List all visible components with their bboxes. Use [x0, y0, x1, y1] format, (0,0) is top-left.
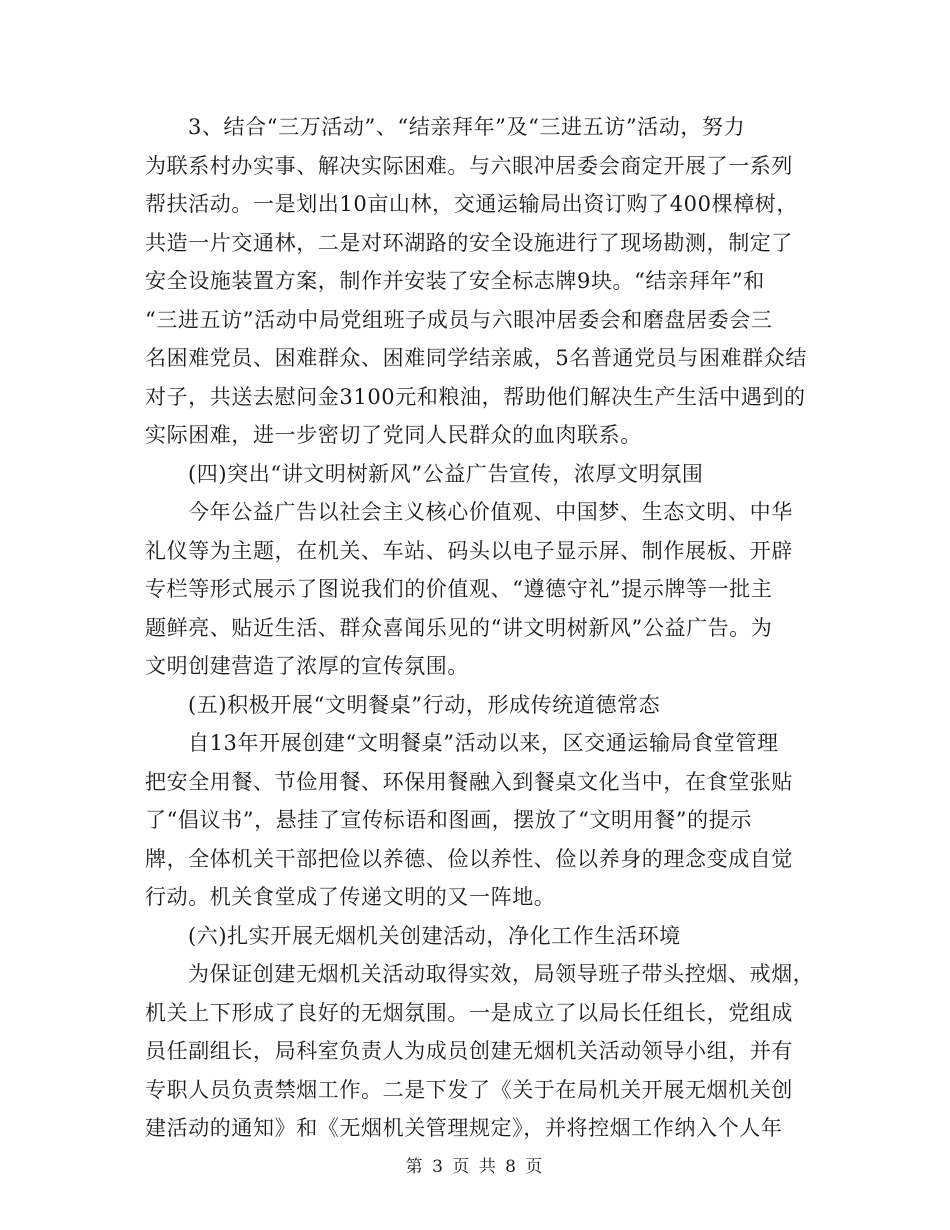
paragraph-line: 牌，全体机关干部把俭以养德、俭以养性、俭以养身的理念变成自觉 — [145, 846, 793, 871]
paragraph-line: 建活动的通知》和《无烟机关管理规定》，并将控烟工作纳入个人年 — [145, 1116, 783, 1140]
paragraph-line: 名困难党员、困难群众、困难同学结亲戚，5名普通党员与困难群众结 — [145, 346, 807, 370]
paragraph-line: 了“倡议书”，悬挂了宣传标语和图画，摆放了“文明用餐”的提示 — [145, 808, 752, 832]
paragraph-line: “三进五访”活动中局党组班子成员与六眼冲居委会和磨盘居委会三 — [145, 307, 773, 332]
paragraph-line: 专职人员负责禁烟工作。二是下发了《关于在局机关开展无烟机关创 — [145, 1077, 793, 1102]
paragraph-line: 安全设施装置方案，制作并安装了安全标志牌9块。“结亲拜年”和 — [145, 269, 765, 293]
paragraph-line: 把安全用餐、节俭用餐、环保用餐融入到餐桌文化当中，在食堂张贴 — [145, 769, 793, 794]
paragraph-line: 自13年开展创建“文明餐桌”活动以来，区交通运输局食堂管理 — [188, 731, 779, 755]
paragraph-line: 行动。机关食堂成了传递文明的又一阵地。 — [145, 885, 556, 909]
paragraph-line: 机关上下形成了良好的无烟氛围。一是成立了以局长任组长，党组成 — [145, 1000, 793, 1025]
paragraph-line: 为联系村办实事、解决实际困难。与六眼冲居委会商定开展了一系列 — [145, 153, 793, 178]
document-body — [145, 108, 815, 1148]
section-heading: (六)扎实开展无烟机关创建活动，净化工作生活环境 — [188, 923, 681, 948]
page-number-footer: 第 3 页 共 8 页 — [405, 1157, 545, 1177]
paragraph-line: 今年公益广告以社会主义核心价值观、中国梦、生态文明、中华 — [188, 500, 793, 524]
paragraph-line: 3、结合“三万活动”、“结亲拜年”及“三进五访”活动，努力 — [188, 115, 746, 139]
paragraph-line: 专栏等形式展示了图说我们的价值观、“遵德守礼”提示牌等一批主 — [145, 577, 773, 601]
section-heading: (四)突出“讲文明树新风”公益广告宣传，浓厚文明氛围 — [188, 461, 704, 486]
paragraph-line: 帮扶活动。一是划出10亩山林，交通运输局出资订购了400棵樟树， — [145, 192, 799, 216]
section-heading: (五)积极开展“文明餐桌”行动，形成传统道德常态 — [188, 692, 661, 717]
paragraph-line: 礼仪等为主题，在机关、车站、码头以电子显示屏、制作展板、开辟 — [145, 538, 793, 563]
paragraph-line: 员任副组长，局科室负责人为成员创建无烟机关活动领导小组，并有 — [145, 1039, 793, 1063]
paragraph-line: 实际困难，进一步密切了党同人民群众的血肉联系。 — [145, 423, 642, 447]
paragraph-line: 题鲜亮、贴近生活、群众喜闻乐见的“讲文明树新风”公益广告。为 — [145, 615, 773, 640]
paragraph-line: 文明创建营造了浓厚的宣传氛围。 — [145, 654, 469, 678]
paragraph-line: 对子，共送去慰问金3100元和粮油，帮助他们解决生产生活中遇到的 — [145, 384, 806, 409]
paragraph-line: 为保证创建无烟机关活动取得实效，局领导班子带头控烟、戒烟， — [188, 962, 815, 986]
paragraph-line: 共造一片交通林，二是对环湖路的安全设施进行了现场勘测，制定了 — [145, 230, 793, 255]
